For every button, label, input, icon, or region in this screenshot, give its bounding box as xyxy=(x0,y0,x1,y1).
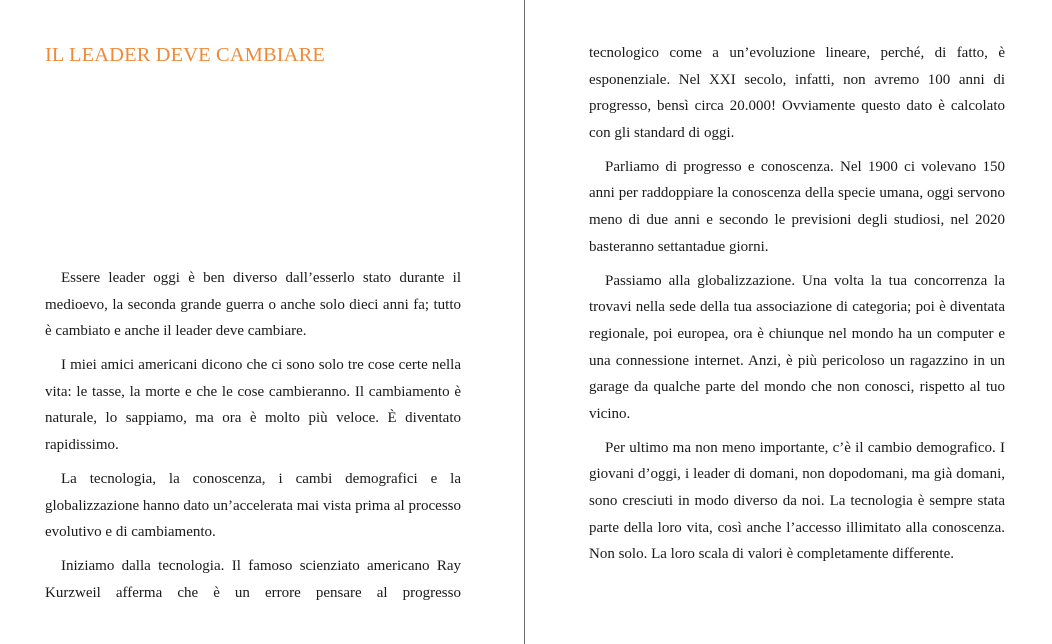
left-page xyxy=(0,0,524,644)
paragraph: Per ultimo ma non meno importante, c’è il cambio demografico. I giovani d’oggi, i leader di domani, non dopodomani, ma già domani, sono cresciuti in modo diverso da noi. La tecnologia è sempre stata parte della loro vita, così anche l’accesso illimitato alla conoscenza. Non solo. La loro scala di valori è completamente differente. xyxy=(589,439,1005,563)
right-page xyxy=(525,0,1052,644)
chapter-title: IL LEADER DEVE CAMBIARE xyxy=(45,44,325,66)
right-page-text xyxy=(589,40,1005,575)
paragraph: Essere leader oggi è ben diverso dall’esserlo stato durante il medioevo, la seconda grande guerra o anche solo dieci anni fa; tutto è cambiato e anche il leader deve cambiare. xyxy=(45,270,461,340)
paragraph: I miei amici americani dicono che ci sono solo tre cose certe nella vita: le tasse, la morte e che le cose cambieranno. Il cambiamento è naturale, lo sappiamo, ma ora è molto più veloce. È diventato rapidissimo. xyxy=(45,357,461,454)
paragraph: Iniziamo dalla tecnologia. Il famoso scienziato americano Ray Kurzweil afferma che è un errore pensare al progresso xyxy=(45,558,461,602)
left-page-text xyxy=(45,265,461,614)
paragraph: Passiamo alla globalizzazione. Una volta la tua concorrenza la trovavi nella sede della tua associazione di categoria; poi è diventata regionale, poi europea, ora è chiunque nel mondo ha un computer e una connessione internet. Anzi, è più pericoloso un ragazzino in un garage da qualche parte del mondo che non conosci, rispetto al tuo vicino. xyxy=(589,272,1005,422)
paragraph: La tecnologia, la conoscenza, i cambi demografici e la globalizzazione hanno dato un’accelerata mai vista prima al processo evolutivo e di cambiamento. xyxy=(45,471,461,541)
paragraph: Parliamo di progresso e conoscenza. Nel 1900 ci volevano 150 anni per raddoppiare la conoscenza della specie umana, oggi servono meno di due anni e secondo le previsioni degli studiosi, nel 2020 basteranno settantadue giorni. xyxy=(589,158,1005,255)
paragraph: tecnologico come a un’evoluzione lineare, perché, di fatto, è esponenziale. Nel XXI secolo, infatti, non avremo 100 anni di progresso, bensì circa 20.000! Ovviamente questo dato è calcolato con gli standard di oggi. xyxy=(589,45,1005,141)
